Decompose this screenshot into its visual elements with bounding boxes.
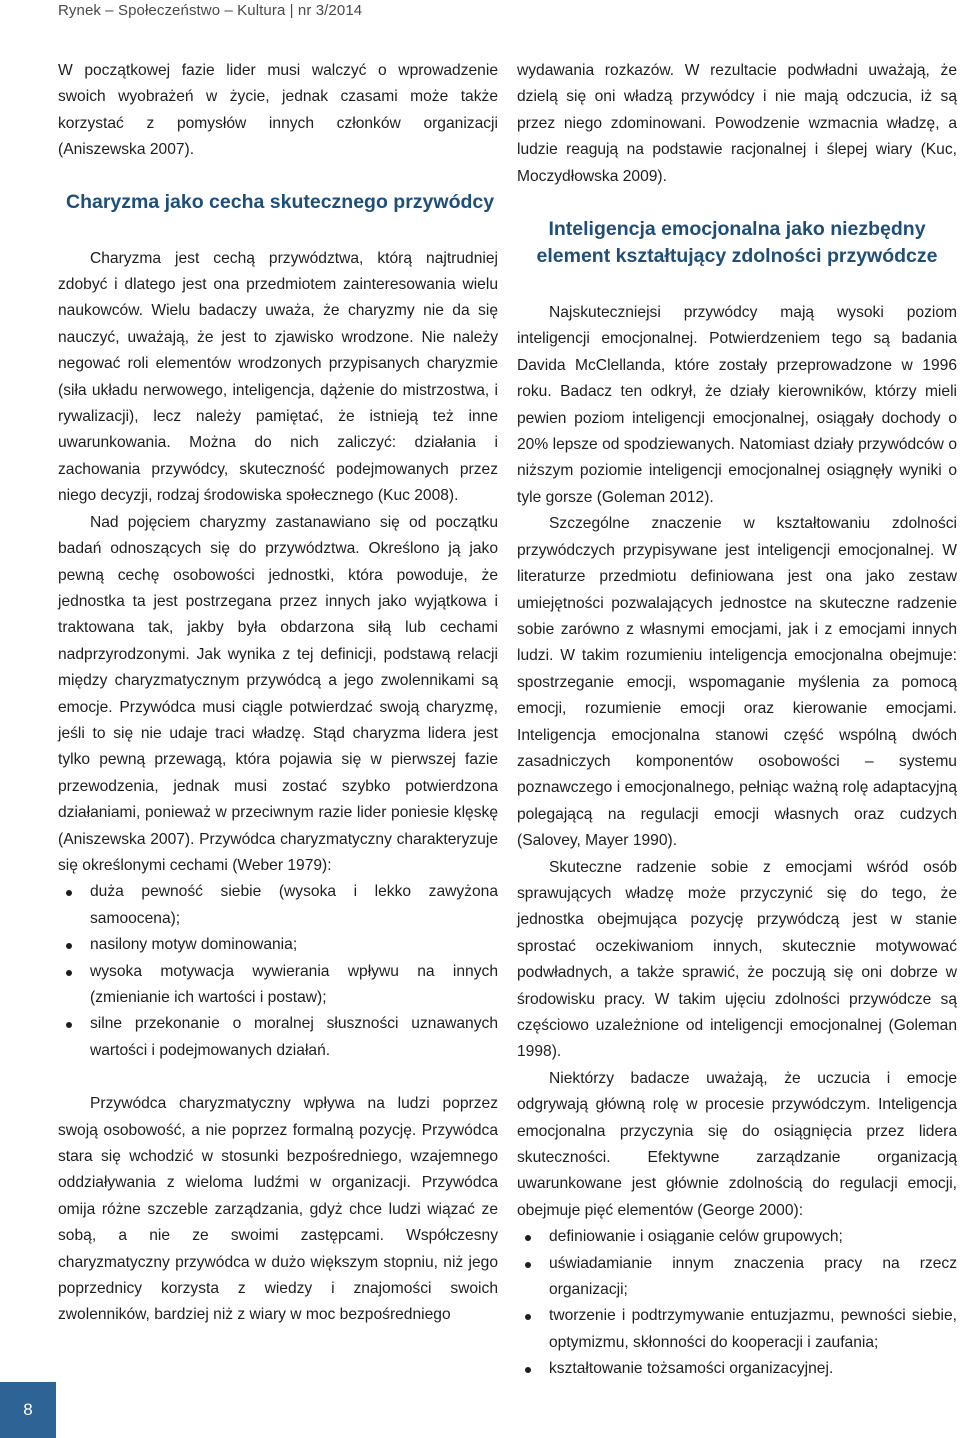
left-paragraph-1: W początkowej fazie lider musi walczyć o wprowadzenie swoich wyobrażeń w życie, jednak czasami może także korzystać z pomysłów innych członków organizacji (Aniszewska 2007). [58,62,498,159]
list-item: definiowanie i osiąganie celów grupowych; [517,1224,957,1250]
charisma-traits-list [58,879,498,1064]
left-paragraph-4: Przywódca charyzmatyczny wpływa na ludzi poprzez swoją osobowość, a nie poprzez formalną pozycję. Przywódca stara się wchodzić w stosunki bezpośredniego, wzajemnego oddziaływania z wieloma ludźmi w organizacji. Przywódca omija różne szczeble zarządzania, gdyż chce ludzi wiązać ze sobą, a nie ze swoimi zastępcami. Współczesny charyzmatyczny przywódca w dużo większym stopniu, niż jego poprzednicy korzysta z wiedzy i znajomości swoich zwolenników, bardziej niż z wiary w moc bezpośredniego [58,1095,498,1324]
list-item: uświadamianie innym znaczenia pracy na rzecz organizacji; [517,1251,957,1304]
section-heading-emotional-intelligence [517,216,957,270]
list-item: wysoka motywacja wywierania wpływu na innych (zmienianie ich wartości i postaw); [58,959,498,1012]
list-item: silne przekonanie o moralnej słuszności uznawanych wartości i podejmowanych działań. [58,1011,498,1064]
list-item: nasilony motyw dominowania; [58,932,498,958]
left-paragraph-3: Nad pojęciem charyzmy zastanawiano się od początku badań odnoszących się do przywództwa. Określono ją jako pewną cechę osobowości jednostki, która powoduje, że jednostka ta jest postrzegana przez innych jako wyjątkowa i traktowana tak, jakby była obdarzona siłą lub cechami nadprzyrodzonymi. Jak wynika z tej definicji, podstawą relacji między charyzmatycznym przywódcą a jego zwolennikami są emocje. Przywódca musi ciągle potwierdzać swoją charyzmę, jeśli to się nie udaje traci władzę. Stąd charyzma lidera jest tylko pewną przewagą, która pojawia się w pierwszej fazie przewodzenia, jednak musi zostać szybko potwierdzona działaniami, ponieważ w przeciwnym razie lider poniesie klęskę (Aniszewska 2007). Przywódca charyzmatyczny charakteryzuje się określonymi cechami (Weber 1979): [58,513,498,874]
running-head: Rynek – Społeczeństwo – Kultura | nr 3/2014 [58,2,363,19]
right-paragraph-4: Skuteczne radzenie sobie z emocjami wśród osób sprawujących władzę może przyczynić się do tego, że jednostka obejmująca pozycję przywódczą jest w stanie sprostać oczekiwaniom innych, skutecznie motywować podwładnych, a także sprawić, że poczują się oni dobrze w środowisku pracy. W takim ujęciu zdolności przywódcze są częściowo uzależnione od inteligencji emocjonalnej (Goleman 1998). [517,858,957,1061]
right-column [517,58,957,1383]
page-number-badge: 8 [0,1382,56,1438]
right-paragraph-1: wydawania rozkazów. W rezultacie podwładni uważają, że dzielą się oni władzą przywódcy i nie mają odczucia, iż są przez niego zdominowani. Powodzenie wzmacnia władzę, a ludzie reagują na podstawie racjonalnej i ślepej wiary (Kuc, Moczydłowska 2009). [517,62,957,185]
section-heading-charisma: Charyzma jako cecha skutecznego przywódcy [66,190,495,213]
left-paragraph-2: Charyzma jest cechą przywództwa, którą najtrudniej zdobyć i dlatego jest ona przedmiotem zainteresowania wielu naukowców. Wielu badaczy uważa, że charyzmy nie da się nauczyć, uważają, że jest to zjawisko wrodzone. Nie należy negować roli elementów wrodzonych przypisanych charyzmie (siła układu nerwowego, inteligencja, dążenie do mistrzostwa, i rywalizacji), lecz należy pamiętać, że istnieją też inne uwarunkowania. Można do nich zaliczyć: działania i zachowania przywódcy, skuteczność podejmowanych przez niego decyzji, rodzaj środowiska społecznego (Kuc 2008). [58,249,498,505]
right-paragraph-2: Najskuteczniejsi przywódcy mają wysoki poziom inteligencji emocjonalnej. Potwierdzeniem tego są badania Davida McClellanda, które zostały przeprowadzone w 1996 roku. Badacz ten odkrył, że działy kierowników, którzy mieli pewien poziom inteligencji emocjonalnej, osiągały dochody o 20% lepsze od spodziewanych. Natomiast działy przywódców o niższym poziomie inteligencji emocjonalnej osiągnęły wyniki o tyle gorsze (Goleman 2012). [517,304,957,506]
management-elements-list [517,1224,957,1382]
heading-line-2: element kształtujący zdolności przywódcze [536,245,938,268]
left-column [58,58,498,1329]
list-item: tworzenie i podtrzymywanie entuzjazmu, pewności siebie, optymizmu, skłonności do kooperacji i zaufania; [517,1303,957,1356]
list-item: kształtowanie tożsamości organizacyjnej. [517,1356,957,1382]
right-paragraph-3: Szczególne znaczenie w kształtowaniu zdolności przywódczych przypisywane jest inteligencji emocjonalnej. W literaturze przedmiotu definiowana jest ona jako zestaw umiejętności pozwalających jednostce na skuteczne radzenie sobie zarówno z własnymi emocjami, jak i z emocjami innych ludzi. W takim rozumieniu inteligencja emocjonalna obejmuje: spostrzeganie emocji, wspomaganie myślenia za pomocą emocji, rozumienie emocji oraz kierowanie emocjami. Inteligencja emocjonalna stanowi część wspólną dwóch zasadniczych komponentów osobowości – systemu poznawczego i emocjonalnego, pełniąc ważną rolę adaptacyjną polegającą na regulacji emocji własnych oraz cudzych (Salovey, Mayer 1990). [517,515,957,850]
heading-line-1: Inteligencja emocjonalna jako niezbędny [548,218,926,241]
list-item: duża pewność siebie (wysoka i lekko zawyżona samoocena); [58,879,498,932]
right-paragraph-5: Niektórzy badacze uważają, że uczucia i emocje odgrywają główną rolę w procesie przywódczym. Inteligencja emocjonalna przyczynia się do osiągnięcia przez lidera skuteczności. Efektywne zarządzanie organizacją uwarunkowane jest głównie zdolnością do regulacji emocji, obejmuje pięć elementów (George 2000): [517,1069,957,1219]
